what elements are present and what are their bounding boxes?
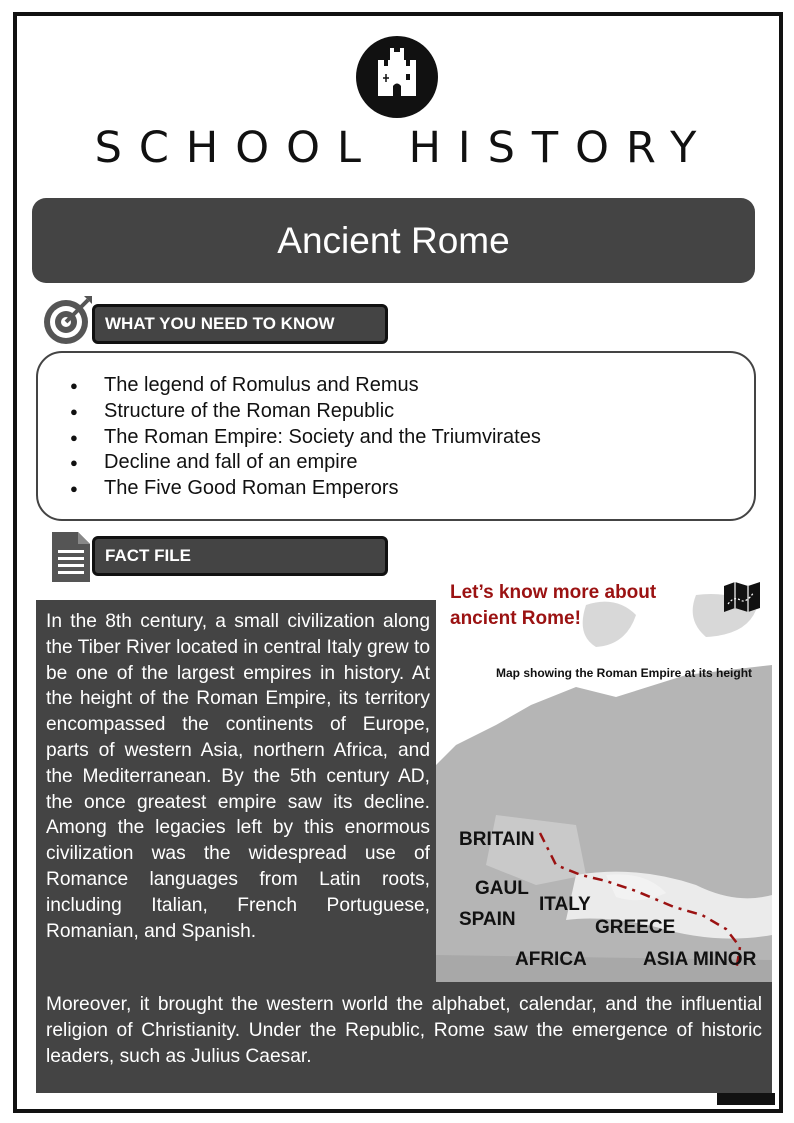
castle-logo-icon [356,36,438,118]
target-icon [40,292,96,353]
list-item: ● The Five Good Roman Emperors [70,476,541,502]
map-label-gaul: GAUL [475,878,529,899]
map-icon [722,580,762,619]
document-icon [48,530,92,589]
list-item: ● The legend of Romulus and Remus [70,373,541,399]
map-heading [450,580,675,632]
page-corner-bar [717,1093,775,1105]
fact-paragraph-1: In the 8th century, a small civilization along the Tiber River located in central Italy grew to be one of the largest empires in history. At the height of the Roman Empire, its territory encompassed the continents of Europe, parts of western Asia, northern Africa, and the Mediterranean. By the 5th century AD, the once greatest empire saw its decline. Among the legacies left by this enormous civilization was the widespread use of Romance languages from Latin roots, including Italian, French Portuguese, Romanian, and Spanish. [46,611,430,942]
map-label-italy: ITALY [539,894,591,915]
map-label-greece: GREECE [595,917,676,938]
map-heading-text: Let’s know more about ancient Rome! [450,582,657,629]
map-label-asia-minor: ASIA MINOR [643,949,757,970]
map-label-britain: BRITAIN [459,829,535,850]
map-label-africa: AFRICA [515,949,587,970]
map-caption: Map showing the Roman Empire at its height [496,666,753,680]
fact-paragraph-2: Moreover, it brought the western world the alphabet, calendar, and the influential religion of Christianity. Under the Republic, Rome saw the emergence of historic leaders, such as Julius Caesar. [46,994,762,1067]
list-item: ● Decline and fall of an empire [70,450,541,476]
brand-title: SCHOOL HISTORY [94,123,714,173]
know-list [70,373,541,502]
page-title: Ancient Rome [32,198,755,283]
know-heading: WHAT YOU NEED TO KNOW [92,304,388,344]
list-item: ● The Roman Empire: Society and the Triumvirates [70,425,541,451]
map-label-spain: SPAIN [459,909,516,930]
fact-file-heading: FACT FILE [92,536,388,576]
know-list-box [36,351,756,521]
list-item: ● Structure of the Roman Republic [70,399,541,425]
